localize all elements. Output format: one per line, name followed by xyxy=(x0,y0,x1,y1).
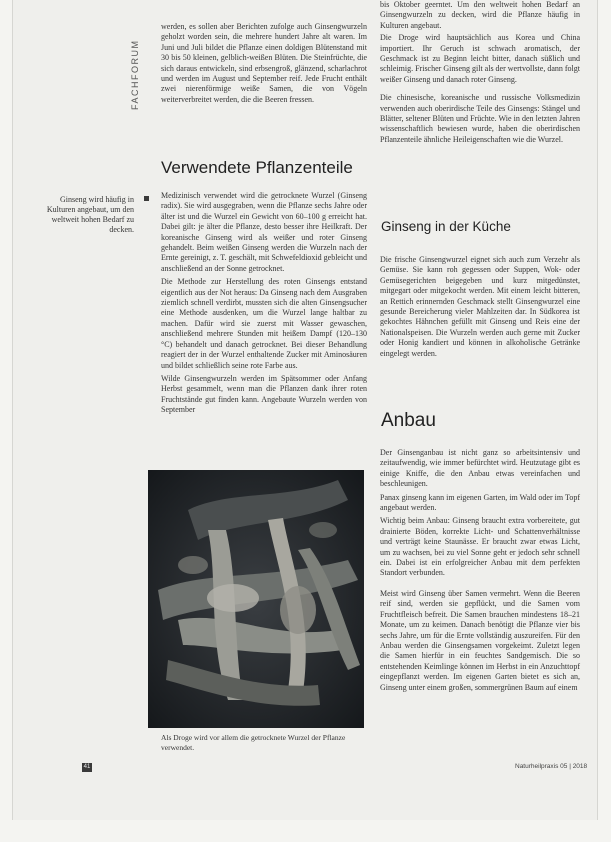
paragraph: Wilde Ginsengwurzeln werden im Spätsommer oder Anfang Herbst gesammelt, wenn man die Pflanzen dank ihrer roten Fruchtstände gut finden kann. Angebaute Wurzeln werden von September xyxy=(161,373,367,415)
ginseng-root-photo xyxy=(148,470,364,728)
column-left-main xyxy=(161,191,367,424)
page-number: 41 xyxy=(83,764,91,770)
column-right-anbau xyxy=(380,448,580,701)
sidebar-bullet-icon xyxy=(144,196,149,201)
paragraph: Meist wird Ginseng über Samen vermehrt. Wenn die Beeren reif sind, werden sie gepflückt, und die Samen vom Fruchtfleisch befreit. Die Samen brauchen mindestens 18–21 Monate, um zu keimen. Danach benötigt die Pflanze vier bis sechs Jahre, um für die Ernte vollständig auszureifen. Für den Anbau werden die Ginsengsamen vorgekeimt. Zuletzt legen die Samen hierfür in ein feuchtes Sandgemisch. Die so entstehenden Keimlinge können im Herbst in ein Anzuchttopf eingepflanzt werden. Im eigenen Garten bietet es sich an, Ginseng unter einem großen, sommergrünen Baum auf einem xyxy=(380,588,580,692)
sidebar-note: Ginseng wird häufig in Kulturen angebaut, um den weltweit hohen Bedarf zu decken. xyxy=(46,195,134,234)
paragraph: bis Oktober geerntet. Um den weltweit hohen Bedarf an Ginsengwurzeln zu decken, wird die Pflanze häufig in Kulturen angebaut. xyxy=(380,0,580,30)
column-left-top xyxy=(161,22,367,113)
paragraph: Panax ginseng kann im eigenen Garten, im Wald oder im Topf angebaut werden. xyxy=(380,492,580,513)
section-label: FACHFORUM xyxy=(130,39,140,110)
paragraph: Der Ginsenganbau ist nicht ganz so arbeitsintensiv und zeitaufwendig, wie immer befürchtet wird. Heutzutage gibt es einige Kniffe, die den Anbau etwas vereinfachen und beschleunigen. xyxy=(380,448,580,489)
heading-verwendete-pflanzenteile: Verwendete Pflanzenteile xyxy=(161,158,353,177)
column-right xyxy=(380,0,580,153)
paragraph: Die Methode zur Herstellung des roten Ginsengs entstand eigentlich aus der Not heraus: Da Ginseng nach dem Ausgraben ziemlich schnell verdirbt, mussten sich die alten Ginsengsucher eine Methode ausdenken, um die Wurzel lange haltbar zu machen. Dafür wird sie zuerst mit Wasser gewaschen, anschließend mehrere Stunden mit heißem Dampf (120–130 °C) behandelt und danach getrocknet. Bei dieser Behandlung reagiert der in der Wurzel enthaltende Zucker mit Aminosäuren und bildet schließlich seine rote Farbe aus. xyxy=(161,277,367,370)
ginseng-root-image xyxy=(148,470,364,728)
paragraph: Medizinisch verwendet wird die getrocknete Wurzel (Ginseng radix). Sie wird ausgegraben, wenn die Pflanze sechs Jahre oder älter ist und die Wurzel ein Gewicht von 60–100 g erreicht hat. Dabei gilt: je älter die Pflanze, desto besser ihre Heilkraft. Der koreanische Ginseng wird als weißer und roter Ginseng gehandelt. Beim weißen Ginseng werden die Wurzeln nach der Ernte gereinigt, z. T. geschält, mit Schwefeldioxid gebleicht und anschließend an der Sonne getrocknet. xyxy=(161,191,367,273)
paragraph: Wichtig beim Anbau: Ginseng braucht extra vorbereitete, gut drainierte Böden, korrekte Licht- und Schattenverhältnisse und verträgt keine Staunässe. Er braucht zwar etwas Licht, um zu wachsen, bei zu viel Sonne geht er jedoch sehr schnell ein. Dabei ist ein erfolgreicher Anbau mit dem perfekten Standort verbunden. xyxy=(380,516,580,578)
heading-anbau: Anbau xyxy=(381,410,436,431)
paragraph: Die chinesische, koreanische und russische Volksmedizin verwenden auch oberirdische Teile des Ginsengs: Stängel und Blätter, seltener Blüten und Früchte. Wie in den letzten Jahren wissenschaftlich bewiesen wurde, haben die oberirdischen Pflanzenteile ähnliche Heileigenschaften wie die Wurzel. xyxy=(380,93,580,144)
paragraph: werden, es sollen aber Berichten zufolge auch Ginsengwurzeln geholzt worden sein, die mehrere hundert Jahre alt waren. Im Juni und Juli bildet die Pflanze einen doldigen Blütenstand mit 30 bis 50 kleinen, gelblich-weißen Blüten. Die Steinfrüchte, die sich daraus entwickeln, sind erbsengroß, glänzend, scharlachrot und werden im August und September reif. Jede Frucht enthält zwei nierenförmige weiße Samen, die von Vögeln weiterverbreitet werden, die die Beeren fressen. xyxy=(161,22,367,104)
paragraph: Die frische Ginsengwurzel eignet sich auch zum Verzehr als Gemüse. Sie kann roh gegessen oder Suppen, Wok- oder Gemüsegerichten beigegeben und kurz mitgedünstet, mitgegart oder mitgekocht werden. Mit einem leicht bitteren, an Rettich erinnernden Geschmack stellt Ginsengwurzel eine gesunde Bereicherung vieler Mahlzeiten dar. In Südkorea ist gekochtes Hähnchen gefüllt mit Ginseng und Reis eine der Nationalspeisen. Die Wurzeln werden auch gerne mit Zucker oder Honig kandiert und können in alkoholische Getränke eingelegt werden. xyxy=(380,255,580,358)
column-right-kueche xyxy=(380,255,580,367)
footer-journal: Naturheilpraxis 05 | 2018 xyxy=(515,763,588,770)
paragraph: Die Droge wird hauptsächlich aus Korea und China importiert. Ihr Geruch ist schwach aromatisch, der Geschmack ist zu Beginn leicht bitter, danach süßlich und schleimig. Frischer Ginseng gilt als der wertvollste, dann folgt weißer Ginseng und danach roter Ginseng. xyxy=(380,33,580,84)
heading-ginseng-kueche: Ginseng in der Küche xyxy=(381,219,511,234)
photo-caption: Als Droge wird vor allem die getrocknete Wurzel der Pflanze verwendet. xyxy=(161,733,346,752)
